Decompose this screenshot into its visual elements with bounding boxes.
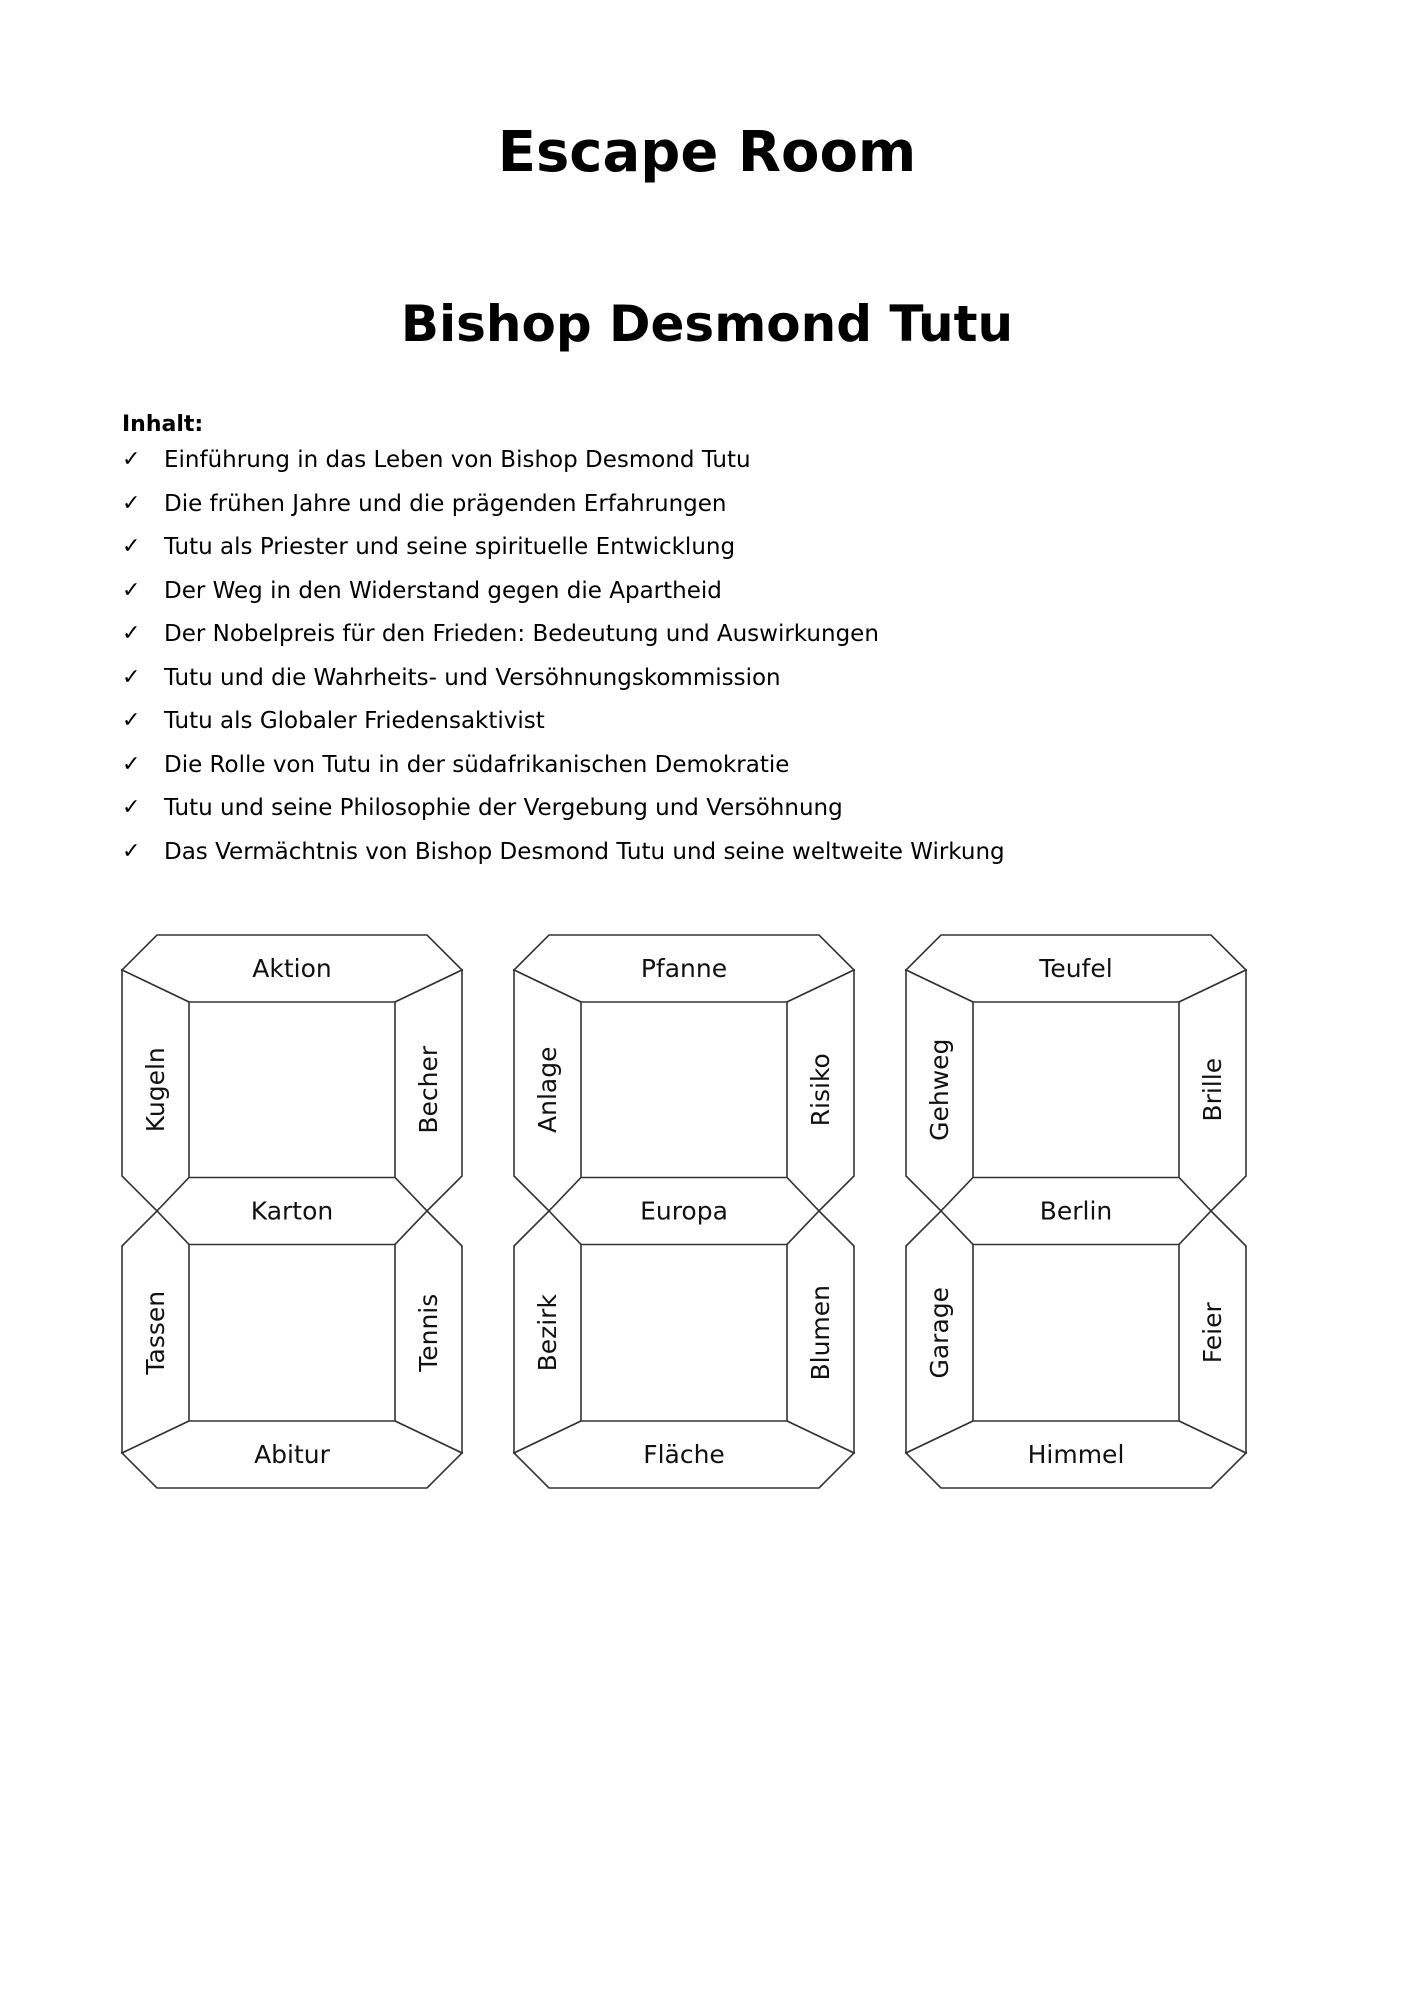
segment-middle-label: Karton — [250, 1196, 334, 1226]
contents-item-text: Einführung in das Leben von Bishop Desmond Tutu — [164, 447, 751, 473]
checkmark-icon: ✓ — [122, 838, 141, 864]
checkmark-icon: ✓ — [122, 621, 141, 646]
segment-top-label: Teufel — [1039, 954, 1113, 983]
segment-bottom-label: Himmel — [1027, 1440, 1125, 1469]
contents-item-text: Die frühen Jahre und die prägenden Erfahrungen — [164, 490, 727, 517]
segment-middle-label: Europa — [640, 1196, 728, 1226]
contents-item-text: Tutu als Priester und seine spirituelle Entwicklung — [164, 534, 736, 560]
contents-item-text: Die Rolle von Tutu in der südafrikanischen Demokratie — [164, 751, 790, 778]
contents-item-text: Tutu und die Wahrheits- und Versöhnungskommission — [164, 664, 781, 691]
checkmark-icon: ✓ — [122, 447, 141, 472]
checkmark-icon: ✓ — [122, 490, 141, 516]
checkmark-icon: ✓ — [122, 751, 141, 777]
segment-lower-right-label: Tennis — [414, 1293, 443, 1372]
segment-top-label: Pfanne — [640, 954, 728, 983]
contents-item-text: Das Vermächtnis von Bishop Desmond Tutu und seine weltweite Wirkung — [164, 838, 1005, 865]
document-title: Escape Room — [497, 120, 917, 185]
segment-lower-right-label: Feier — [1198, 1302, 1227, 1364]
segment-upper-right-label: Becher — [414, 1045, 443, 1134]
contents-item-text: Tutu und seine Philosophie der Vergebung und Versöhnung — [164, 795, 843, 821]
checkmark-icon: ✓ — [122, 664, 141, 690]
segment-bottom-label: Abitur — [254, 1440, 330, 1469]
contents-item-text: Der Nobelpreis für den Frieden: Bedeutung und Auswirkungen — [164, 621, 879, 647]
segment-upper-left-label: Gehweg — [925, 1038, 954, 1141]
checkmark-icon: ✓ — [122, 577, 141, 603]
checkmark-icon: ✓ — [122, 534, 141, 559]
contents-item-text: Tutu als Globaler Friedensaktivist — [164, 708, 545, 734]
segment-bottom-label: Fläche — [643, 1440, 725, 1469]
segment-lower-left-label: Garage — [925, 1286, 954, 1379]
segment-top-label: Aktion — [252, 954, 332, 983]
segment-lower-right-label: Blumen — [806, 1284, 835, 1381]
segment-middle-label: Berlin — [1039, 1196, 1113, 1226]
segment-lower-left-label: Tassen — [141, 1290, 170, 1375]
checkmark-icon: ✓ — [122, 708, 141, 733]
checkmark-icon: ✓ — [122, 795, 141, 820]
segment-lower-left-label: Bezirk — [533, 1294, 562, 1372]
contents-heading: Inhalt: — [122, 412, 204, 437]
segment-upper-left-label: Anlage — [533, 1046, 562, 1133]
segment-upper-left-label: Kugeln — [141, 1047, 170, 1133]
segment-upper-right-label: Brille — [1198, 1057, 1227, 1122]
document-subtitle: Bishop Desmond Tutu — [400, 295, 1014, 353]
contents-item-text: Der Weg in den Widerstand gegen die Apartheid — [164, 577, 722, 604]
segment-upper-right-label: Risiko — [806, 1053, 835, 1127]
